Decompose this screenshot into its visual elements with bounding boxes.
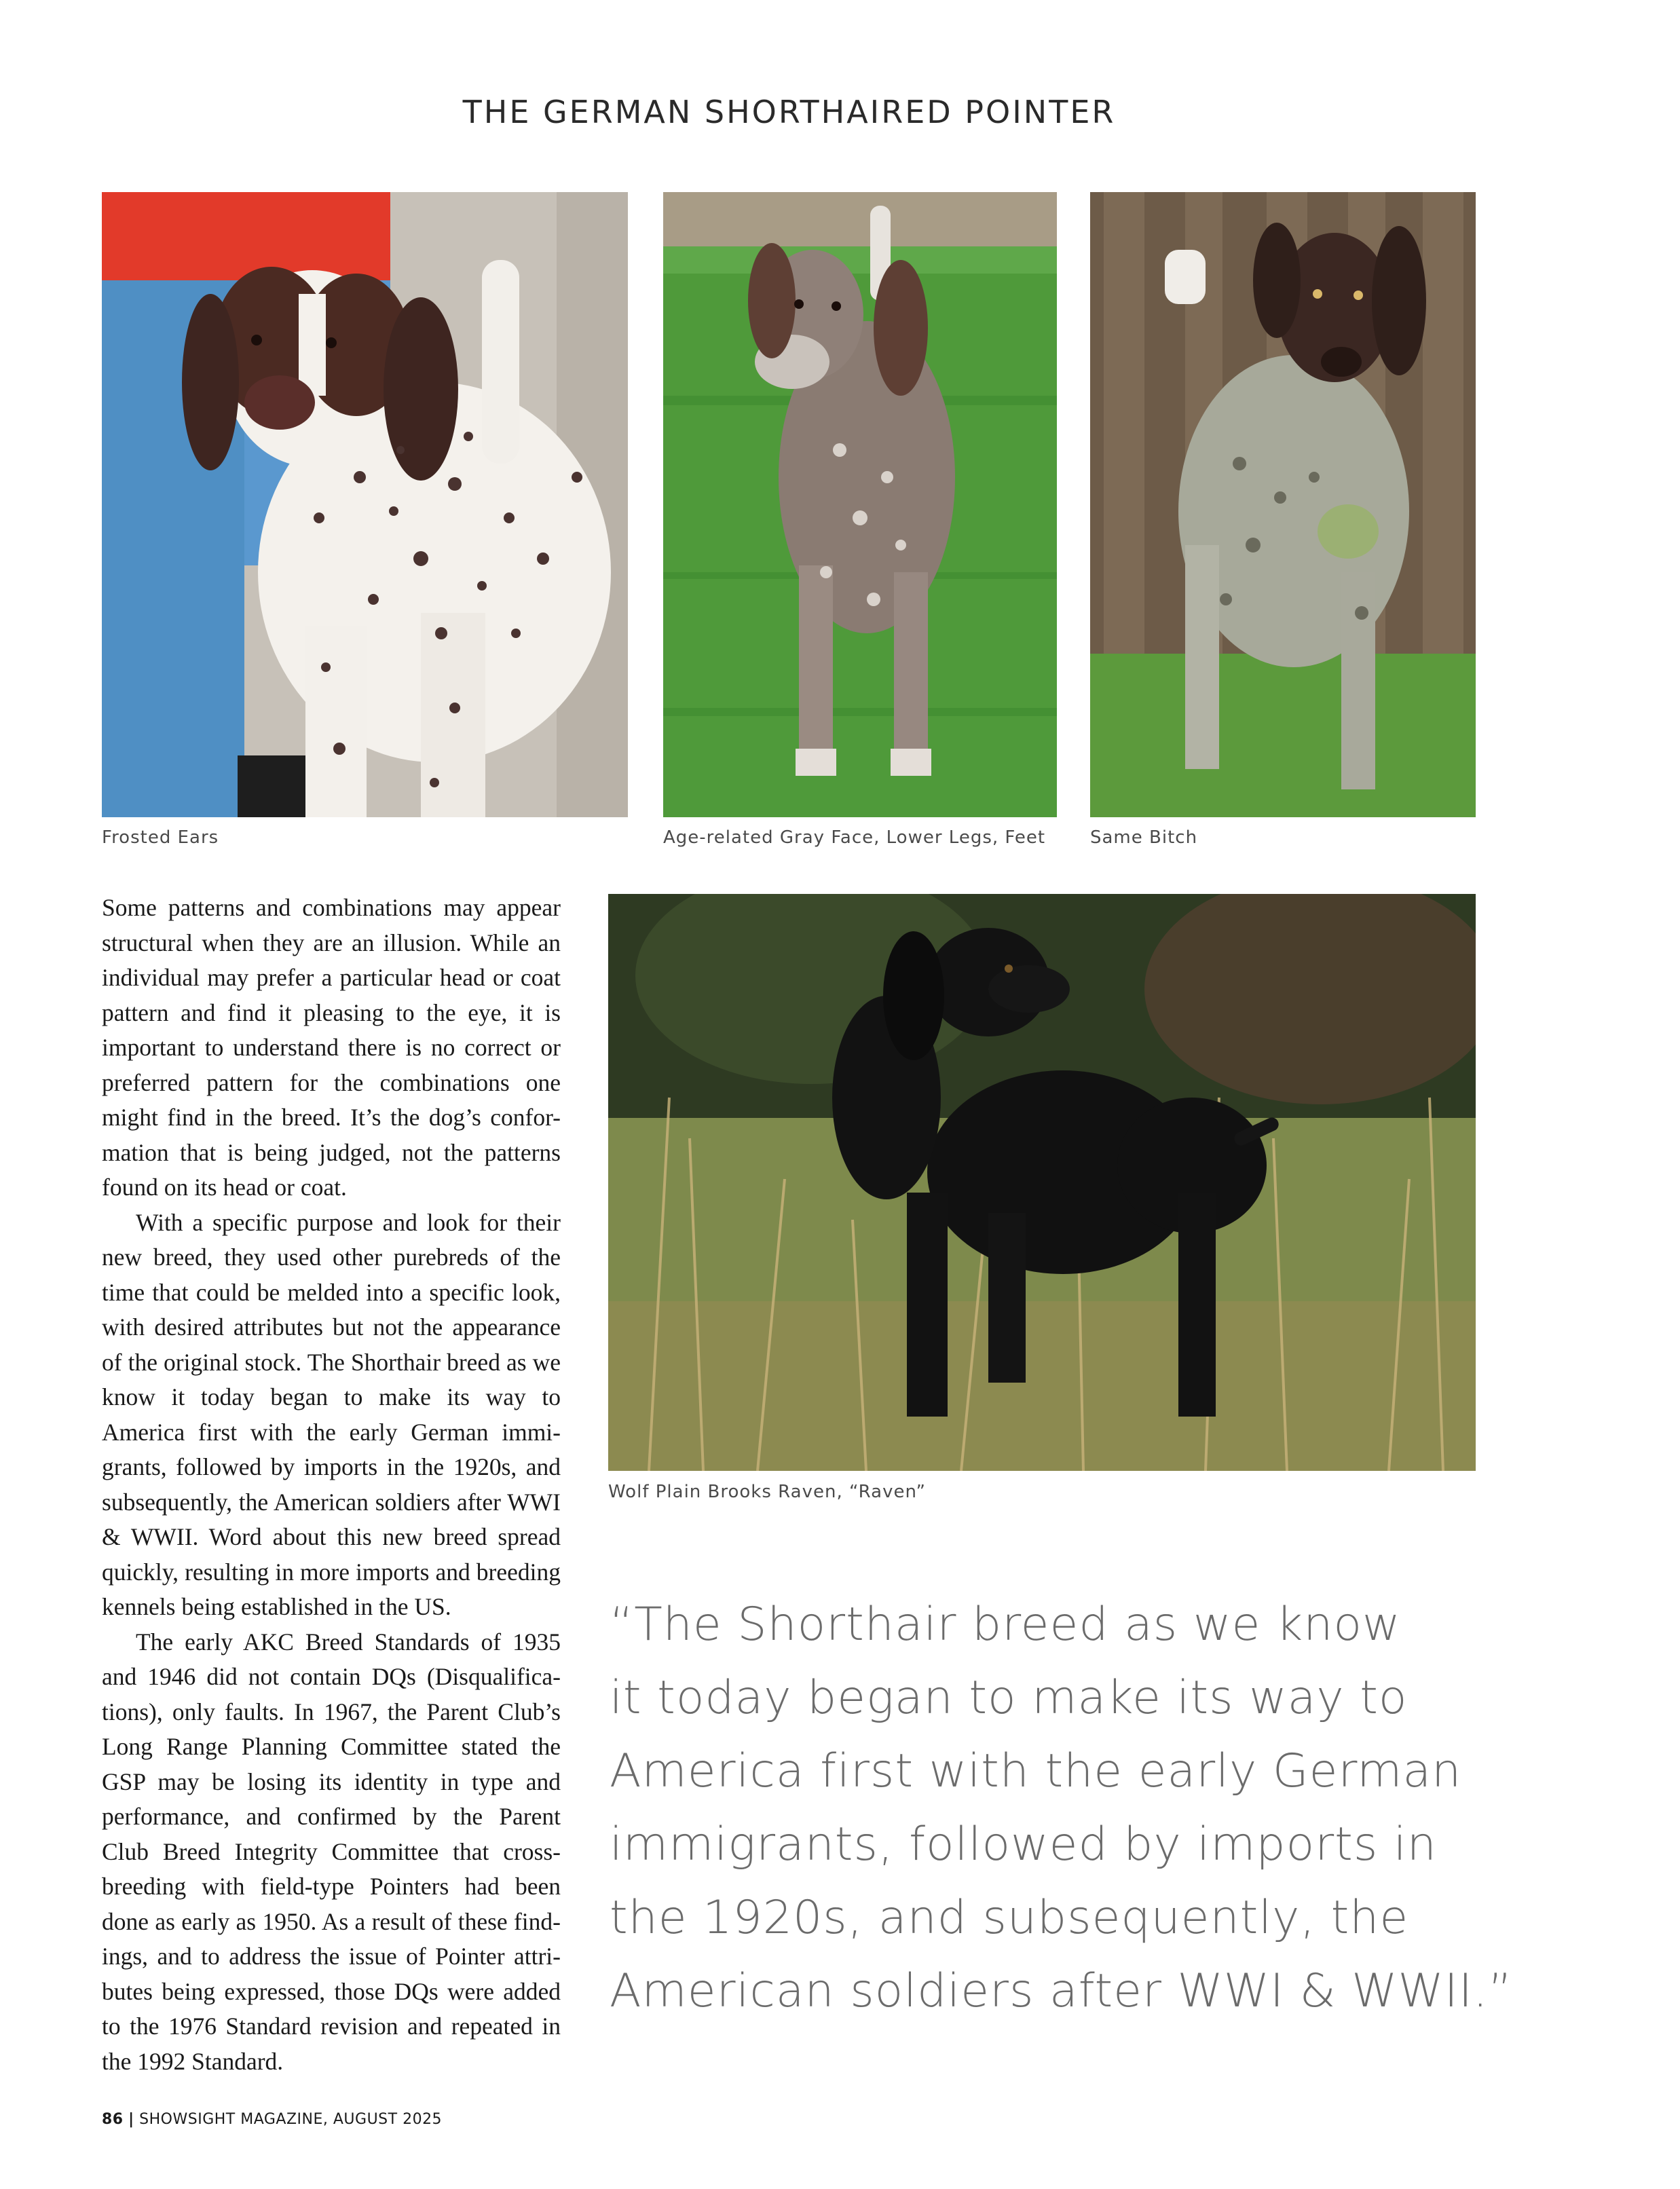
pull-quote-line: immigrants, followed by imports in bbox=[610, 1818, 1437, 1871]
article-paragraph: With a specific purpose and look for their new breed, they used other purebreds of the time that could be melded into a specific look, with desired attributes but not the appearance of the original stock. The Shorthair breed as we know it today began to make its way to America first with the early German immi-grants, followed by imports in the 1920s, and subsequently, the American soldiers after WWI & WWII. Word about this new breed spread quickly, resulting in more imports and breeding kennels being established in the US. bbox=[102, 1208, 561, 1620]
page-footer bbox=[102, 2111, 442, 2128]
pull-quote bbox=[610, 1588, 1513, 2028]
footer-separator: | bbox=[128, 2111, 134, 2128]
photo-gray-face bbox=[663, 192, 1057, 817]
publication-name: SHOWSIGHT MAGAZINE, AUGUST 2025 bbox=[139, 2111, 443, 2128]
pull-quote-line: it today began to make its way to bbox=[610, 1671, 1408, 1725]
page-number: 86 bbox=[102, 2111, 124, 2128]
photo-caption: Same Bitch bbox=[1090, 827, 1198, 848]
photo-caption: Frosted Ears bbox=[102, 827, 219, 848]
photo-caption: Wolf Plain Brooks Raven, “Raven” bbox=[608, 1482, 926, 1502]
pull-quote-line: American soldiers after WWI & WWII.” bbox=[610, 1964, 1513, 2018]
pull-quote-line: America first with the early German bbox=[610, 1744, 1462, 1798]
photo-caption: Age-related Gray Face, Lower Legs, Feet bbox=[663, 827, 1046, 848]
article-paragraph: The early AKC Breed Standards of 1935 and 1946 did not contain DQs (Disqualifica-tions), only faults. In 1967, the Parent Club’s Long Range Planning Committee stated the GSP may be losing its identity in type and performance, and confirmed by the Parent Club Breed Integrity Committee that cross-breeding with field-type Pointers had been done as early as 1950. As a result of these find-ings, and to address the issue of Pointer attri-butes being expressed, those DQs were added to the 1976 Standard revision and repeated in the 1992 Standard. bbox=[102, 1628, 561, 2075]
photo-frosted-ears bbox=[102, 192, 628, 817]
page-header: THE GERMAN SHORTHAIRED POINTER bbox=[462, 94, 1116, 130]
article-paragraph: Some patterns and combinations may appear structural when they are an illusion. While an individual may prefer a particular head or coat pattern and find it pleasing to the eye, it is important to understand there is no correct or preferred pattern for the combinations one might find in the breed. It’s the dog’s confor-mation that is being judged, not the patterns found on its head or coat. bbox=[102, 894, 561, 1201]
article-body bbox=[102, 891, 561, 2079]
pull-quote-line: the 1920s, and subsequently, the bbox=[610, 1891, 1409, 1945]
pull-quote-line: “The Shorthair breed as we know bbox=[610, 1598, 1401, 1651]
photo-same-bitch bbox=[1090, 192, 1476, 817]
photo-raven bbox=[608, 894, 1476, 1471]
